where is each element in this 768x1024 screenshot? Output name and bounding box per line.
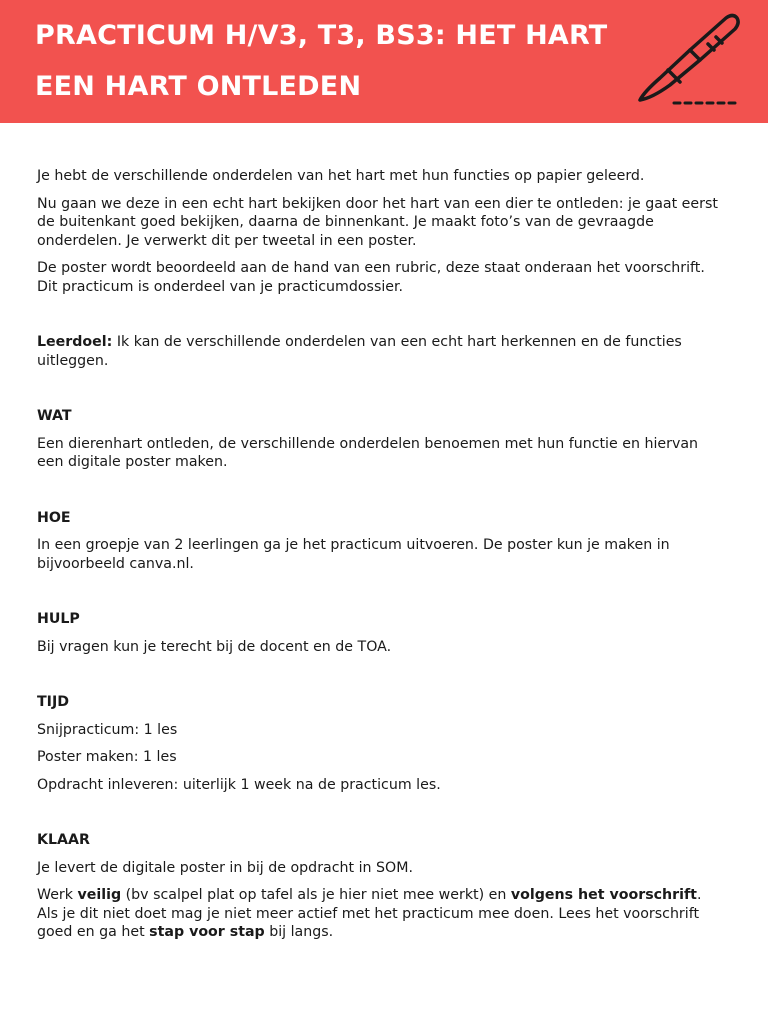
section-hoe xyxy=(37,509,727,574)
section-klaar xyxy=(37,831,727,942)
wat-text: Een dierenhart ontleden, de verschillende onderdelen benoemen met hun functie en hiervan een digitale poster maken. xyxy=(37,435,699,470)
section-wat xyxy=(37,407,727,472)
tijd-line-2: Poster maken: 1 les xyxy=(37,749,177,765)
page-title: PRACTICUM H/V3, T3, BS3: HET HART xyxy=(35,20,608,51)
tijd-line-3: Opdracht inleveren: uiterlijk 1 week na de practicum les. xyxy=(37,776,441,793)
hulp-heading: HULP xyxy=(37,611,80,627)
hoe-text: In een groepje van 2 leerlingen ga je het practicum uitvoeren. De poster kun je maken in bijvoorbeeld canva.nl. xyxy=(37,537,670,572)
hulp-text: Bij vragen kun je terecht bij de docent en de TOA. xyxy=(37,638,392,655)
leerdoel-label: Leerdoel: xyxy=(37,334,113,350)
intro-paragraph-1: Je hebt de verschillende onderdelen van het hart met hun functies op papier geleerd. xyxy=(37,168,645,184)
klaar-text-3: . Als je dit niet doet mag je niet meer actief met het practicum mee doen. Lees het voorschrift goed en ga het xyxy=(37,887,702,940)
scalpel-icon xyxy=(630,10,744,110)
hoe-heading: HOE xyxy=(37,509,71,526)
klaar-text-4: bij langs. xyxy=(264,924,334,940)
header-banner xyxy=(0,0,768,123)
document-body xyxy=(37,167,727,951)
klaar-bold-voorschrift: volgens het voorschrift xyxy=(510,887,697,903)
tijd-heading: TIJD xyxy=(37,694,70,710)
klaar-bold-veilig: veilig xyxy=(77,887,122,903)
klaar-text-2: (bv scalpel plat op tafel als je hier niet mee werkt) en xyxy=(121,887,511,903)
klaar-paragraph xyxy=(37,886,727,942)
section-tijd xyxy=(37,693,727,794)
klaar-heading: KLAAR xyxy=(37,832,90,848)
klaar-text-1: Werk xyxy=(37,887,78,903)
section-hulp xyxy=(37,610,727,656)
leerdoel-text: Ik kan de verschillende onderdelen van een echt hart herkennen en de functies uitleggen. xyxy=(37,334,682,369)
klaar-bold-stap: stap voor stap xyxy=(149,924,265,940)
intro-paragraph-2: Nu gaan we deze in een echt hart bekijken door het hart van een dier te ontleden: je gaat eerst de buitenkant goed bekijken, daarna de binnenkant. Je maakt foto’s van de gevraagde onderdelen. Je verwerkt dit per tweetal in een poster. xyxy=(37,195,718,249)
section-leerdoel xyxy=(37,333,727,370)
klaar-line-1: Je levert de digitale poster in bij de opdracht in SOM. xyxy=(37,859,413,876)
tijd-line-1: Snijpracticum: 1 les xyxy=(37,721,178,738)
intro-paragraph-3: De poster wordt beoordeeld aan de hand van een rubric, deze staat onderaan het voorschrift. Dit practicum is onderdeel van je practicumdossier. xyxy=(37,260,705,295)
page-subtitle: EEN HART ONTLEDEN xyxy=(35,71,362,102)
wat-heading: WAT xyxy=(37,408,72,424)
